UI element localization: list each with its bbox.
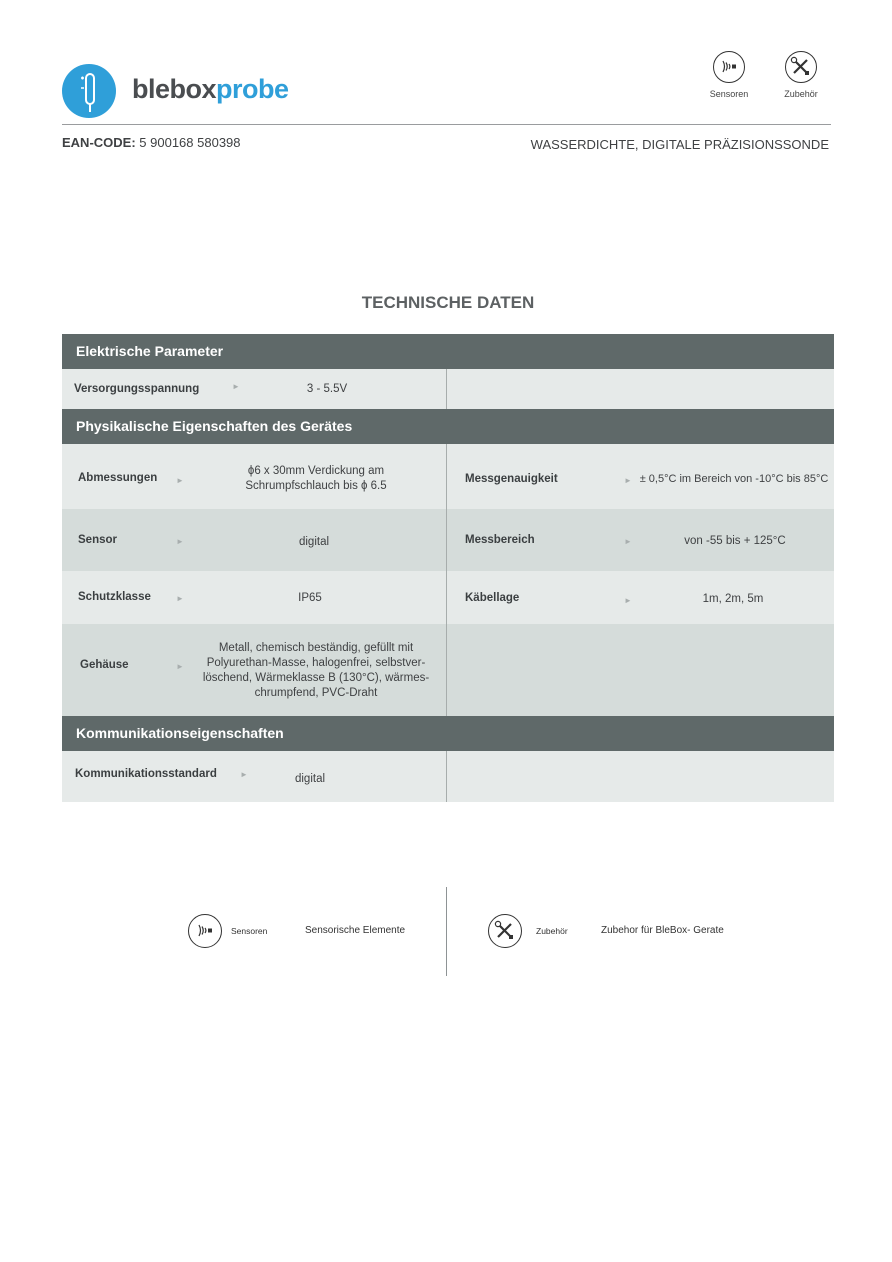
wrench-screwdriver-icon [488,914,522,948]
row-value-protection-class: IP65 [298,592,322,604]
sensor-wave-icon [713,51,745,83]
arrow-icon: ► [176,594,184,603]
row-value-measuring-range: von -55 bis + 125°C [684,535,786,547]
row-label-communication-standard: Kommunikationsstandard [75,768,217,780]
row-label-accuracy: Messgenauigkeit [465,473,558,485]
footer-label-sensoren: Sensoren [231,926,268,936]
row-value-line: Polyurethan-Masse, halogenfrei, selbstver- [206,657,426,669]
row-value-communication-standard: digital [294,773,326,785]
row-value-cable-length: 1m, 2m, 5m [702,593,764,605]
arrow-icon: ► [240,770,248,779]
arrow-icon: ► [176,537,184,546]
arrow-icon: ► [624,596,632,605]
section-header-physical: Physikalische Eigenschaften des Gerätes [62,409,834,444]
row-label-cable-length: Käbellage [465,592,520,604]
footer-description-zubehoer: Zubehor für BleBox- Gerate [601,925,724,936]
row-value-sensor: digital [298,536,330,548]
brand-name-part1: blebox [132,74,217,104]
header-icon-label-zubehoer: Zubehör [784,89,818,99]
row-label-measuring-range: Messbereich [465,534,535,546]
brand-logo-icon [62,64,116,118]
row-label-sensor: Sensor [78,534,117,546]
row-value-line: Metall, chemisch beständig, gefüllt mit [218,642,414,654]
column-divider [446,444,447,716]
column-divider [446,751,447,802]
header-icon-label-sensoren: Sensoren [709,89,749,99]
brand-name [132,74,289,105]
arrow-icon: ► [624,537,632,546]
row-label-dimensions: Abmessungen [78,472,158,484]
sensor-wave-icon [188,914,222,948]
footer-label-zubehoer: Zubehör [536,926,568,936]
row-value-housing [200,641,432,701]
product-subtitle: WASSERDICHTE, DIGITALE PRÄZISIONSSONDE [530,137,829,152]
row-value-dimensions [206,464,426,494]
arrow-icon: ► [176,476,184,485]
section-header-electrical: Elektrische Parameter [62,334,834,369]
row-value-line: Schrumpfschlauch bis ϕ 6.5 [245,480,387,492]
row-value-supply-voltage: 3 - 5.5V [306,383,348,395]
footer-description-sensoren: Sensorische Elemente [305,925,406,936]
row-value-line: ϕ6 x 30mm Verdickung am [247,465,385,477]
arrow-icon: ► [624,476,632,485]
ean-value: 5 900168 580398 [139,135,241,150]
header-divider [62,124,831,125]
column-divider [446,369,447,409]
section-header-communication: Kommunikationseigenschaften [62,716,834,751]
row-label-supply-voltage: Versorgungsspannung [74,383,200,395]
wrench-screwdriver-icon [785,51,817,83]
brand-name-part2: probe [216,74,289,104]
arrow-icon: ► [176,662,184,671]
ean-code [62,135,241,150]
row-value-line: löschend, Wärmeklasse B (130°C), wärmes- [202,672,430,684]
section-title: TECHNISCHE DATEN [361,293,535,312]
footer-divider [446,887,447,976]
row-label-protection-class: Schutzklasse [78,591,151,603]
row-label-housing: Gehäuse [80,659,129,671]
row-value-line: chrumpfend, PVC-Draht [254,687,378,699]
arrow-icon: ► [232,382,240,391]
row-value-accuracy: ± 0,5°C im Bereich von -10°C bis 85°C [639,473,829,485]
ean-label: EAN-CODE: [62,135,136,150]
